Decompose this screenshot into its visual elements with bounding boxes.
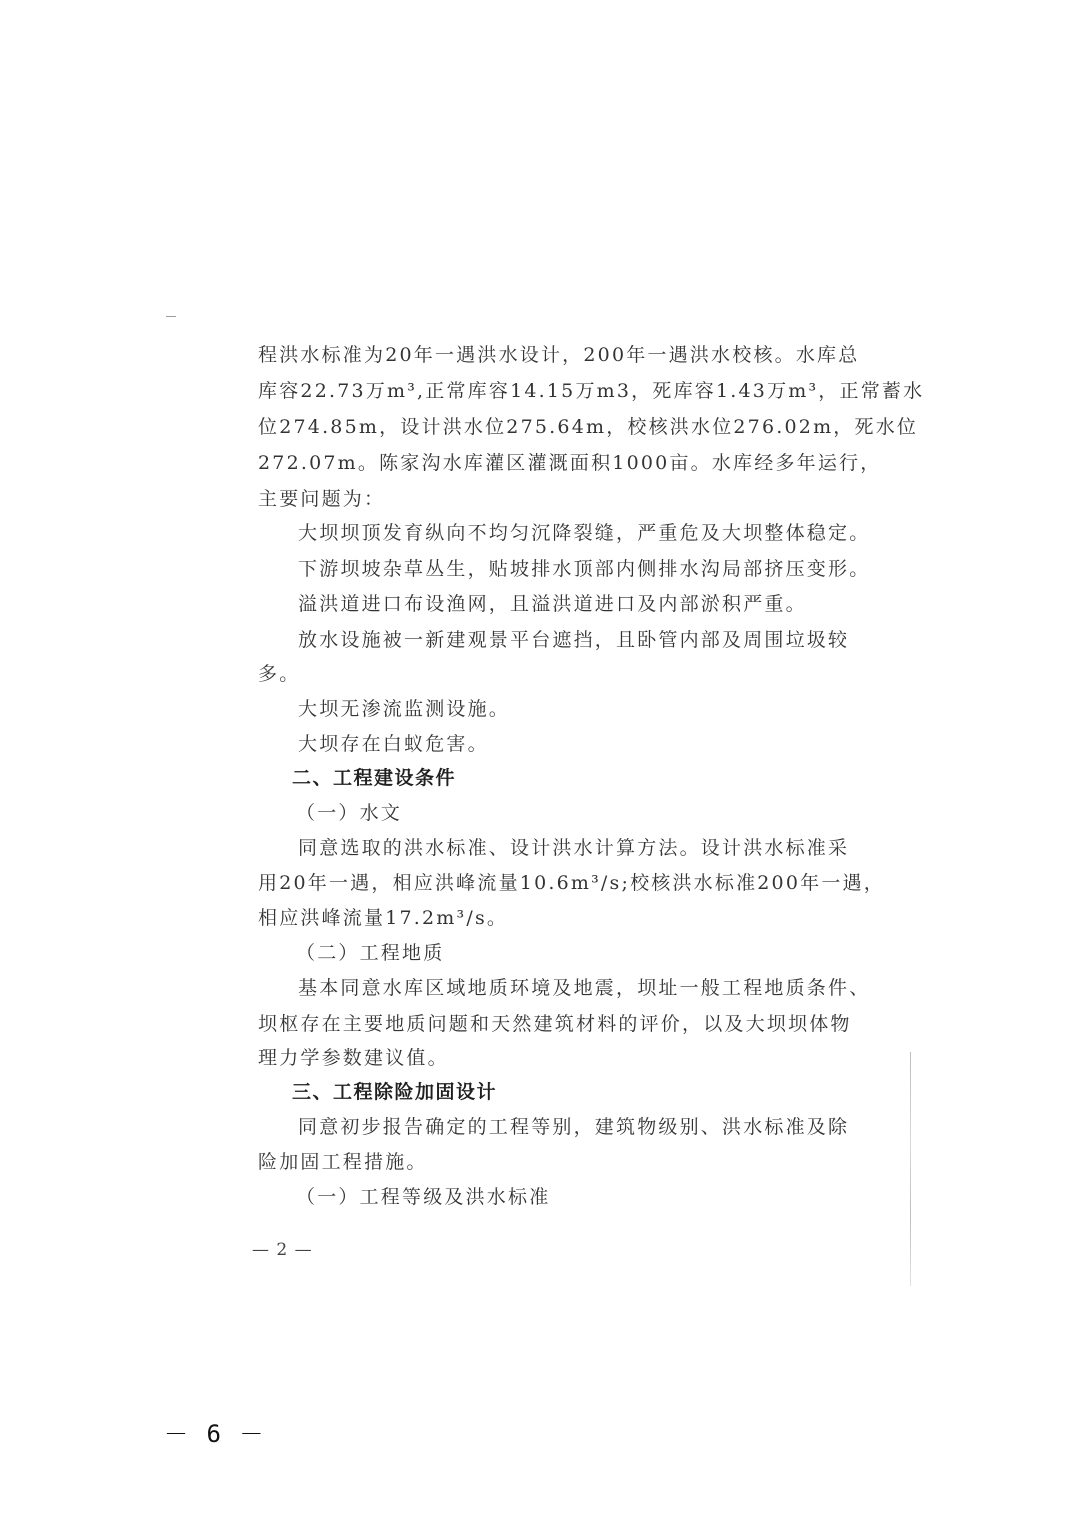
subsection-heading: （一）工程等级及洪水标准 <box>296 1186 551 1208</box>
body-line: 程洪水标准为20年一遇洪水设计，200年一遇洪水校核。水库总 <box>258 344 860 366</box>
body-line: 险加固工程措施。 <box>258 1151 428 1173</box>
body-line: 库容22.73万m³,正常库容14.15万m3，死库容1.43万m³，正常蓄水 <box>258 380 925 402</box>
body-line: 大坝无渗流监测设施。 <box>298 698 511 720</box>
body-line: 理力学参数建议值。 <box>258 1047 449 1069</box>
inner-page-number: — 2 — <box>252 1240 313 1260</box>
body-line: 下游坝坡杂草丛生，贴坡排水顶部内侧排水沟局部挤压变形。 <box>298 558 871 580</box>
body-line: 大坝存在白蚁危害。 <box>298 733 489 755</box>
body-line: 位274.85m，设计洪水位275.64m，校核洪水位276.02m，死水位 <box>258 416 919 438</box>
section-heading: 三、工程除险加固设计 <box>292 1081 498 1103</box>
subsection-heading: （二）工程地质 <box>296 942 445 964</box>
scan-tick-mark <box>166 316 176 317</box>
body-line: 相应洪峰流量17.2m³/s。 <box>258 907 509 929</box>
scan-edge-line <box>910 1052 911 1286</box>
body-line: 坝枢存在主要地质问题和天然建筑材料的评价，以及大坝坝体物 <box>258 1013 852 1035</box>
body-line: 主要问题为： <box>258 488 386 510</box>
body-line: 用20年一遇，相应洪峰流量10.6m³/s;校核洪水标准200年一遇， <box>258 872 885 894</box>
subsection-heading: （一）水文 <box>296 802 403 824</box>
body-line: 溢洪道进口布设渔网，且溢洪道进口及内部淤积严重。 <box>298 593 807 615</box>
body-line: 多。 <box>258 663 301 685</box>
body-line: 272.07m。陈家沟水库灌区灌溉面积1000亩。水库经多年运行， <box>258 452 882 474</box>
body-line: 放水设施被一新建观景平台遮挡，且卧管内部及周围垃圾较 <box>298 629 850 651</box>
body-line: 同意初步报告确定的工程等别，建筑物级别、洪水标准及除 <box>298 1116 850 1138</box>
body-line: 同意选取的洪水标准、设计洪水计算方法。设计洪水标准采 <box>298 837 850 859</box>
body-line: 大坝坝顶发育纵向不均匀沉降裂缝，严重危及大坝整体稳定。 <box>298 522 871 544</box>
section-heading: 二、工程建设条件 <box>292 767 457 789</box>
body-line: 基本同意水库区域地质环境及地震，坝址一般工程地质条件、 <box>298 977 871 999</box>
outer-page-number: － 6 － <box>164 1420 266 1448</box>
